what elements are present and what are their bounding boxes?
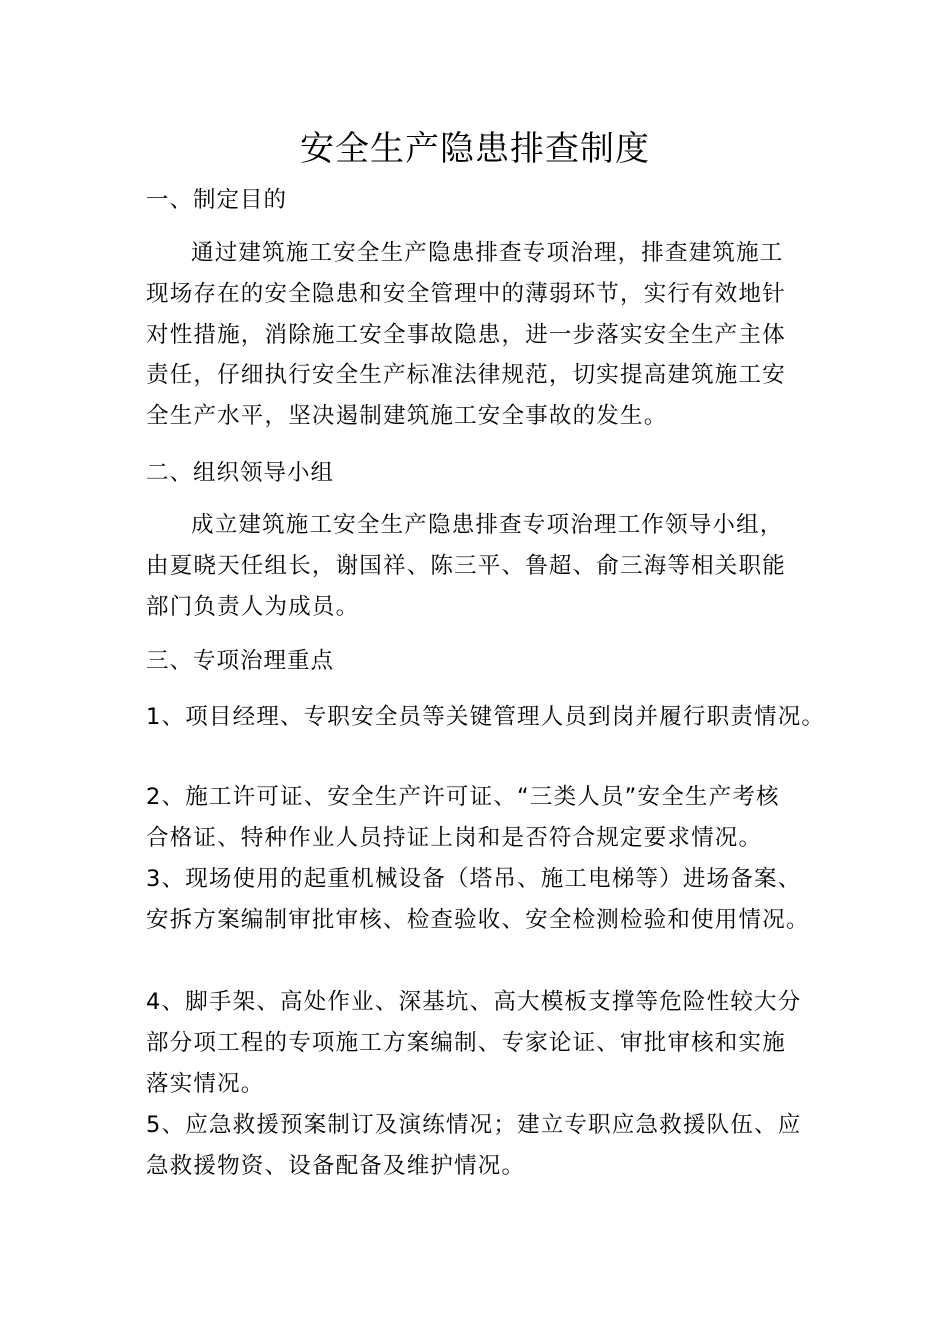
section-heading-key-points: 三、专项治理重点 (146, 648, 335, 674)
paragraph-line: 由夏晓天任组长，谢国祥、陈三平、鲁超、俞三海等相关职能 (146, 552, 786, 579)
section-heading-leadership: 二、组织领导小组 (146, 460, 335, 486)
list-item-3 (146, 859, 846, 941)
paragraph-line: 部门负责人为成员。 (146, 593, 360, 620)
list-item-line: 急救援物资、设备配备及维护情况。 (146, 1152, 526, 1179)
list-item-1 (146, 697, 846, 738)
list-item-4 (146, 982, 846, 1104)
list-item-line: 4、脚手架、高处作业、深基坑、高大模板支撑等危险性较大分 (146, 989, 802, 1015)
list-item-line: 安拆方案编制审批审核、检查验收、安全检测检验和使用情况。 (146, 906, 810, 933)
list-item-line: 3、现场使用的起重机械设备（塔吊、施工电梯等）进场备案、 (146, 866, 802, 892)
section-heading-purpose: 一、制定目的 (146, 187, 288, 213)
paragraph-line: 现场存在的安全隐患和安全管理中的薄弱环节，实行有效地针 (146, 280, 786, 307)
paragraph-line: 责任，仔细执行安全生产标准法律规范，切实提高建筑施工安 (146, 362, 786, 389)
list-item-5 (146, 1105, 846, 1187)
list-item-line: 部分项工程的专项施工方案编制、专家论证、审批审核和实施 (146, 1029, 786, 1056)
section-paragraph-leadership (146, 505, 846, 627)
paragraph-line: 对性措施，消除施工安全事故隐患，进一步落实安全生产主体 (146, 321, 786, 348)
paragraph-line: 成立建筑施工安全生产隐患排查专项治理工作领导小组， (191, 512, 784, 538)
list-item-line: 合格证、特种作业人员持证上岗和是否符合规定要求情况。 (146, 824, 763, 851)
list-item-2 (146, 777, 846, 859)
paragraph-line: 通过建筑施工安全生产隐患排查专项治理，排查建筑施工 (191, 240, 784, 266)
document-title: 安全生产隐患排查制度 (300, 129, 650, 169)
list-item-line: 落实情况。 (146, 1070, 265, 1097)
list-item-line: 1、项目经理、专职安全员等关键管理人员到岗并履行职责情况。 (146, 704, 826, 730)
section-paragraph-purpose (146, 233, 846, 437)
list-item-line: 2、施工许可证、安全生产许可证、“三类人员”安全生产考核 (146, 784, 780, 810)
list-item-line: 5、应急救援预案制订及演练情况；建立专职应急救援队伍、应 (146, 1112, 802, 1138)
paragraph-line: 全生产水平，坚决遏制建筑施工安全事故的发生。 (146, 403, 668, 430)
